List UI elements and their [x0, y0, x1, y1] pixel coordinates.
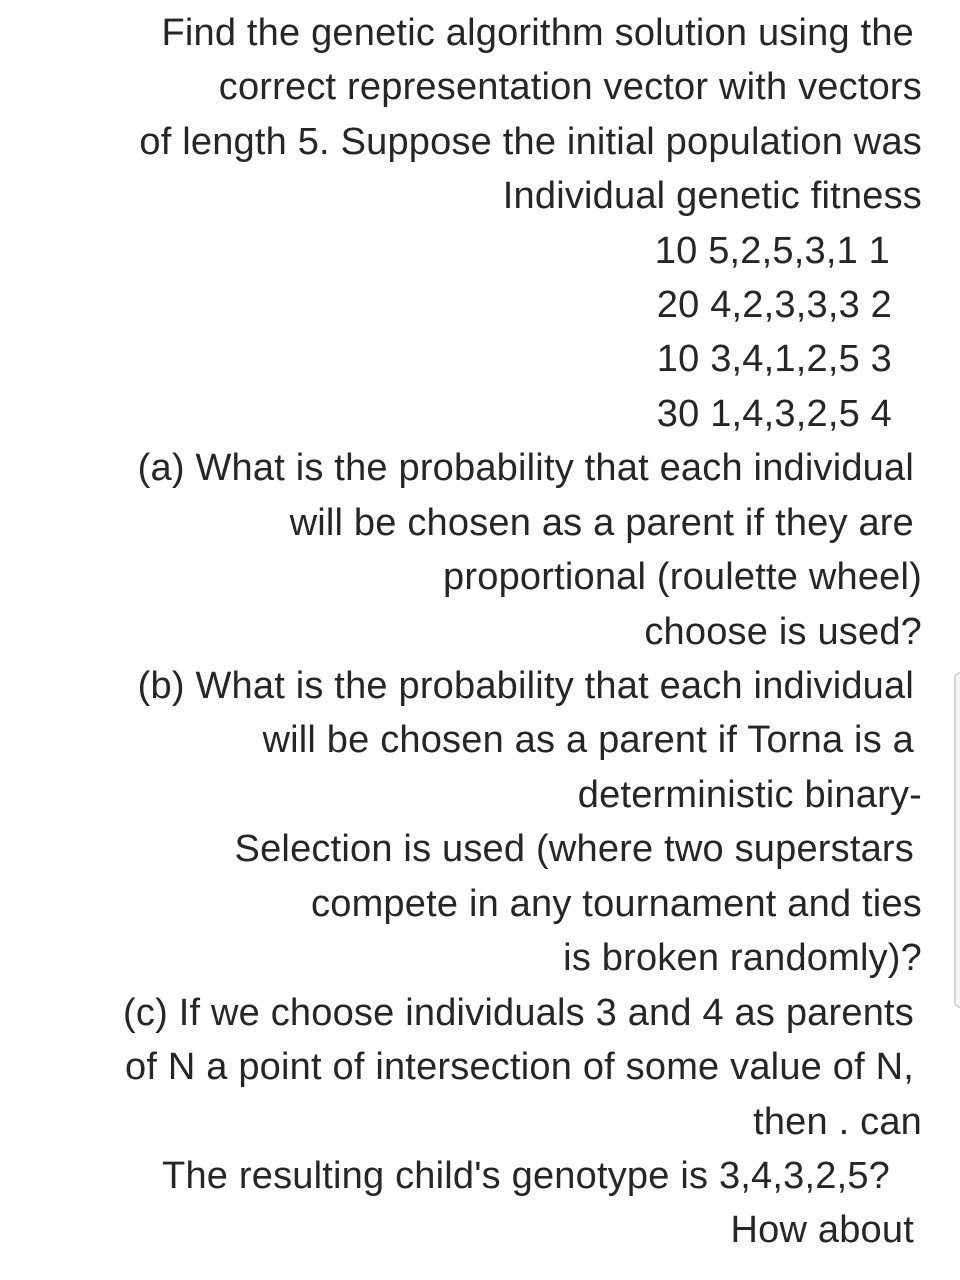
question-line-intro-2: correct representation vector with vectors — [218, 66, 922, 108]
question-b-line-1: (b) What is the probability that each individual — [137, 665, 914, 707]
question-a-line-2: will be chosen as a parent if they are — [289, 502, 914, 544]
question-b-line-3: deterministic binary- — [577, 774, 922, 816]
question-a-line-3: proportional (roulette wheel) — [443, 556, 922, 598]
question-b-line-2: will be chosen as a parent if Torna is a — [262, 719, 914, 761]
population-row-2: 20 4,2,3,3,3 2 — [656, 284, 892, 326]
scroll-handle[interactable] — [954, 672, 960, 1008]
question-c-line-2: of N a point of intersection of some value of N, — [124, 1046, 914, 1088]
population-row-3: 10 3,4,1,2,5 3 — [656, 338, 892, 380]
population-row-4: 30 1,4,3,2,5 4 — [656, 393, 892, 435]
question-line-intro-3: of length 5. Suppose the initial population was — [139, 121, 922, 163]
question-c-line-5: How about — [730, 1209, 914, 1251]
question-line-intro-1: Find the genetic algorithm solution using the — [161, 12, 914, 54]
question-b-line-5: compete in any tournament and ties — [311, 883, 922, 925]
question-a-line-4: choose is used? — [644, 611, 922, 653]
question-c-line-4: The resulting child's genotype is 3,4,3,2,5? — [162, 1155, 890, 1197]
population-row-1: 10 5,2,5,3,1 1 — [654, 230, 890, 272]
question-c-line-1: (c) If we choose individuals 3 and 4 as parents — [123, 992, 914, 1034]
question-a-line-1: (a) What is the probability that each individual — [137, 447, 914, 489]
population-header: Individual genetic fitness — [502, 175, 922, 217]
question-c-line-3: then . can — [753, 1101, 922, 1143]
question-b-line-4: Selection is used (where two superstars — [234, 828, 914, 870]
question-b-line-6: is broken randomly)? — [563, 937, 922, 979]
